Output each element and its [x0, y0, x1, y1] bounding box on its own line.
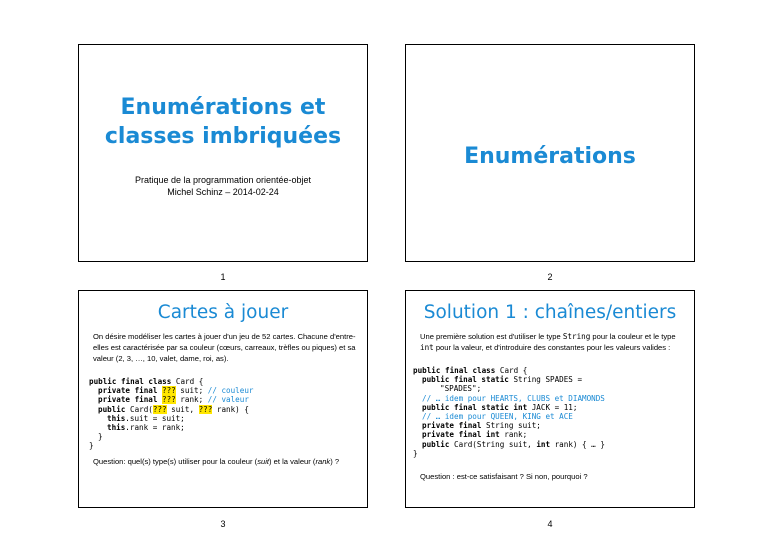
code-line: [413, 440, 605, 449]
code-line: [89, 405, 253, 414]
code-placeholder: ???: [198, 404, 213, 414]
intro-text: pour la valeur, et d'introduire des constantes pour les valeurs valides :: [433, 343, 671, 352]
code-keyword: private final: [98, 395, 163, 405]
code-text: String SPADES =: [508, 375, 583, 385]
slide-2: [405, 44, 695, 262]
page-number-1: 1: [220, 272, 226, 282]
code-keyword: public final: [413, 366, 468, 375]
code-keyword: public final static: [422, 375, 509, 385]
code-comment: // couleur: [207, 386, 254, 396]
slide-3-question: [93, 456, 357, 467]
code-line: [413, 430, 605, 439]
slide-4-code: [413, 366, 605, 458]
intro-type-int: int: [420, 343, 434, 352]
code-keyword: public final class: [89, 377, 172, 386]
code-text: suit,: [166, 404, 199, 414]
slide-4: [405, 290, 695, 508]
code-placeholder: ???: [152, 404, 167, 414]
code-comment: // … idem pour QUEEN, KING et ACE: [422, 412, 573, 422]
code-keyword: public final static int: [422, 402, 528, 412]
code-text: Card(String suit,: [449, 439, 537, 449]
slide-4-question: Question : est-ce satisfaisant ? Si non, pourquoi ?: [420, 472, 588, 481]
code-text: rank) {: [212, 404, 249, 414]
code-line: }: [413, 448, 418, 458]
code-line: [413, 403, 605, 412]
code-keyword: private final: [422, 421, 482, 431]
code-line: [413, 366, 605, 375]
slide-1-subtitle-block: [79, 174, 367, 198]
code-line: [413, 394, 605, 403]
code-text: rank;: [175, 395, 208, 405]
code-text: String suit;: [481, 421, 541, 431]
slide-2-title: Enumérations: [464, 144, 636, 169]
code-line: [89, 423, 253, 432]
code-text: .rank = rank;: [125, 423, 185, 433]
code-text: .suit = suit;: [125, 413, 185, 423]
code-keyword: int: [536, 439, 551, 449]
page-number-3: 3: [220, 519, 226, 529]
code-keyword: public: [98, 404, 126, 414]
slide-4-title: Solution 1 : chaînes/entiers: [423, 302, 677, 323]
code-keyword: public: [422, 439, 450, 449]
code-keyword: class: [467, 366, 496, 375]
code-comment: // valeur: [207, 395, 249, 405]
code-comment: // … idem pour HEARTS, CLUBS et DIAMONDS: [422, 393, 605, 403]
slide-3-intro: On désire modéliser les cartes à jouer d'un jeu de 52 cartes. Chacune d'entre-elles est caractérisée par sa couleur (cœurs, carreaux, trèfles ou piques) et sa valeur (2, 3, …, 10, valet, dame, roi, as).: [93, 332, 356, 363]
question-text: Question: quel(s) type(s) utiliser pour la couleur (: [93, 457, 258, 466]
code-line: [89, 386, 253, 395]
code-line: "SPADES";: [440, 384, 482, 394]
course-name: Pratique de la programmation orientée-objet: [134, 175, 312, 185]
slide-1: [78, 44, 368, 262]
slide-1-title: [79, 93, 367, 151]
code-keyword: this: [107, 423, 126, 433]
code-line: }: [98, 432, 103, 442]
code-keyword: private final int: [422, 430, 500, 440]
author-date: Michel Schinz – 2014-02-24: [167, 187, 279, 197]
code-keyword: private final: [98, 386, 163, 396]
code-text: rank) { … }: [550, 439, 605, 449]
slide-3-title: Cartes à jouer: [157, 302, 289, 323]
code-line: }: [89, 441, 94, 451]
code-line: [413, 412, 605, 421]
intro-text: pour la couleur et le type: [590, 332, 676, 341]
title-line-2: classes imbriquées: [104, 124, 342, 149]
code-line: [89, 377, 253, 386]
code-placeholder: ???: [162, 386, 176, 396]
code-line: [413, 375, 605, 384]
code-keyword: this: [107, 413, 126, 423]
code-text: rank;: [499, 430, 528, 440]
code-text: Card(: [125, 404, 153, 414]
page-number-2: 2: [547, 272, 553, 282]
code-text: Card {: [171, 377, 204, 386]
intro-text: Une première solution est d'utiliser le type: [420, 332, 563, 341]
slide-4-intro: [420, 331, 684, 353]
code-text: suit;: [175, 386, 208, 396]
page-number-4: 4: [547, 519, 553, 529]
code-text: JACK = 11;: [527, 402, 578, 412]
title-line-1: Enumérations et: [120, 95, 326, 120]
question-rank: rank: [315, 457, 331, 466]
question-suit: suit: [257, 457, 270, 466]
question-text: ) et la valeur (: [269, 457, 316, 466]
slide-3-code: [89, 377, 253, 451]
code-line: [413, 421, 605, 430]
code-line: [89, 395, 253, 404]
slide-3: [78, 290, 368, 508]
intro-type-string: String: [562, 332, 591, 341]
code-placeholder: ???: [162, 395, 176, 405]
question-text: ) ?: [330, 457, 340, 466]
code-line: [89, 414, 253, 423]
code-text: Card {: [495, 366, 528, 375]
